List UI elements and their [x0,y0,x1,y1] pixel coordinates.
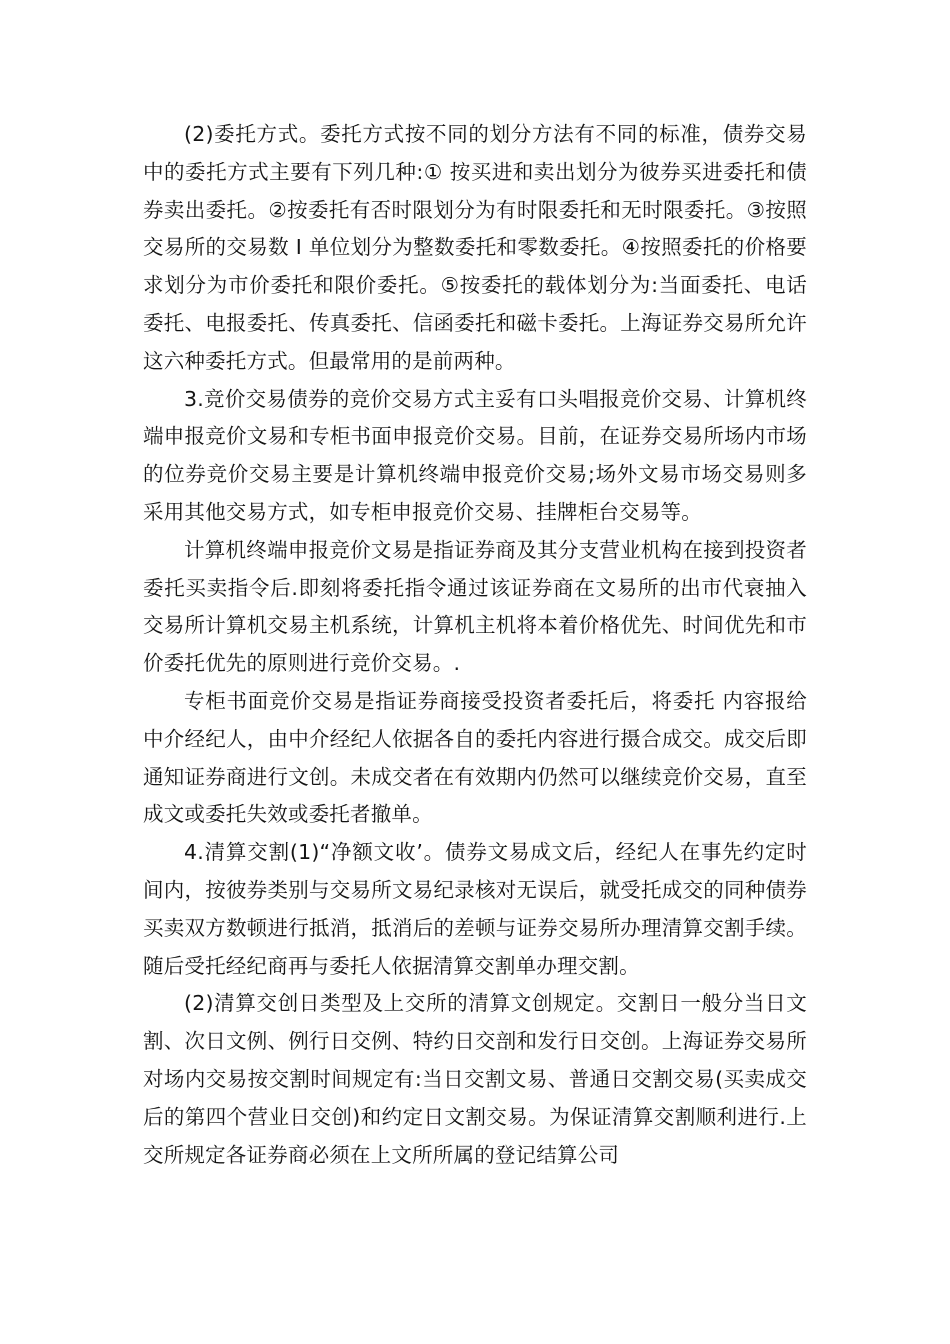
paragraph-entrustment-methods: (2)委托方式。委托方式按不同的划分方法有不同的标准，债券交易中的委托方式主要有下列几种:① 按买进和卖出划分为彼券买进委托和债券卖出委托。②按委托有否时限划分为有时限委托和无时限委托。③按照交易所的交易数 I 单位划分为整数委托和零数委托。④按照委托的价格要求划分为市价委托和限价委托。⑤按委托的载体划分为:当面委托、电话委托、电报委托、传真委托、信函委托和磁卡委托。上海证券交易所允许这六种委托方式。但最常用的是前两种。 [143,122,807,373]
paragraph-counter-written-bidding: 专柜书面竞价交易是指证券商接受投资者委托后，将委托 内容报给中介经纪人，由中介经纪人依据各自的委托内容进行摄合成交。成交后即通知证券商进行文创。未成交者在有效期内仍然可以继续竞价交易，直至成文或委托失效或委托者撤单。 [143,688,807,827]
paragraph-clearing-settlement: 4.清算交割(1)“净额文收’。债券文易成文后，经纪人在事先约定时间内，按彼券类别与交易所文易纪录核对无误后，就受托成交的同种债券买卖双方数顿进行抵消，抵消后的差顿与证券交易所办理清算交割手续。随后受托经纪商再与委托人依据清算交割单办理交割。 [143,840,807,978]
paragraph-computer-terminal-bidding: 计算机终端申报竞价文易是指证券商及其分支营业机构在接到投资者委托买卖指令后.即刻将委托指令通过该证券商在文易所的出市代衰抽入交易所计算机交易主机系统，计算机主机将本着价格优先、时间优先和市价委托优先的原则进行竞价交易。. [143,537,807,676]
paragraph-settlement-day-types: (2)清算交创日类型及上交所的清算文创规定。交割日一般分当日文割、次日文例、例行日交例、特约日交剖和发行日交创。上海证券交易所对场内交易按交割时间规定有:当日交割文易、普通日交割交易(买卖成交后的第四个营业日交创)和约定日文割交易。为保证清算交割顺利进行.上交所规定各证券商必须在上文所所属的登记结算公司 [143,991,807,1167]
paragraph-bidding-trading: 3.竞价交易债券的竞价交易方式主妥有口头唱报竞价交易、计算机终端申报竞价文易和专柜书面申报竞价交易。目前，在证券交易所场内市场的位券竞价交易主要是计算机终端申报竞价交易;场外文易市场交易则多采用其他交易方式，如专柜申报竞价交易、挂牌柜台交易等。 [143,386,807,524]
document-body [143,116,807,1174]
